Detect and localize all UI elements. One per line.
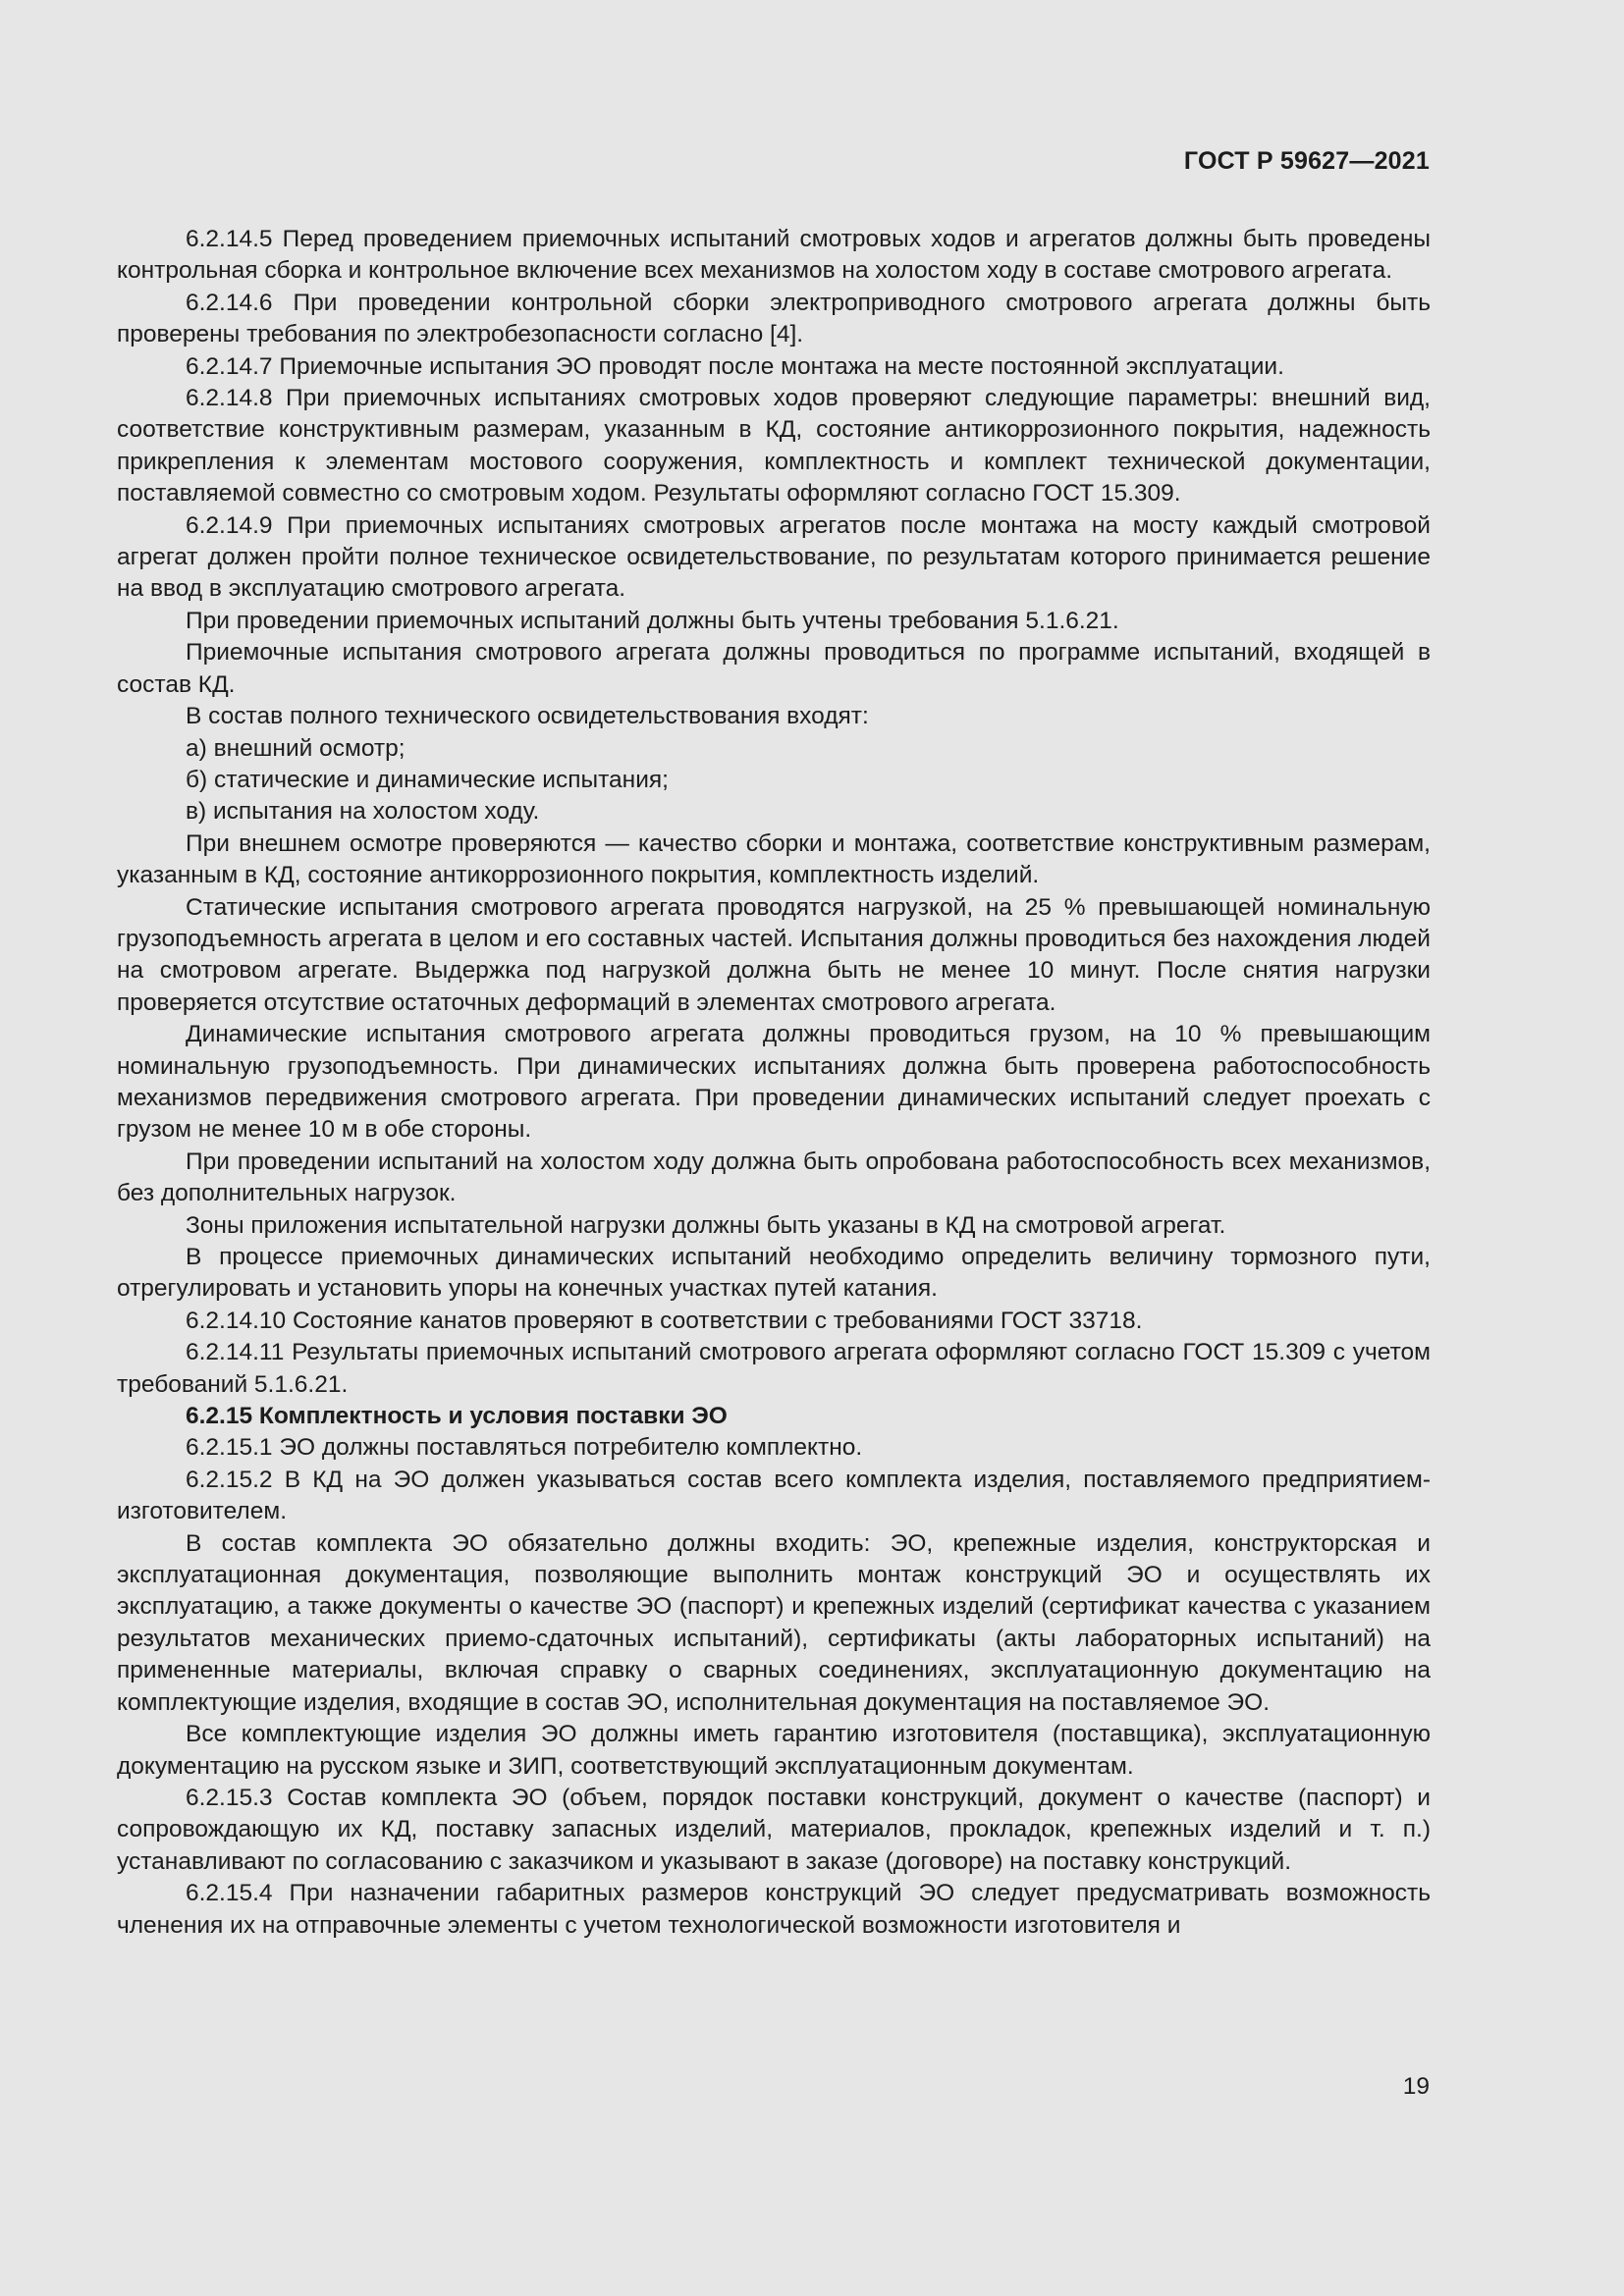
section-heading-6-2-15: 6.2.15 Комплектность и условия поставки ЭО xyxy=(186,1403,728,1430)
paragraph-6-2-14-5: 6.2.14.5 Перед проведением приемочных испытаний смотровых ходов и агрегатов должны быть проведены контрольная сборка и контрольное включение всех механизмов на холостом ходу в составе смотрового агрегата. xyxy=(117,226,1431,285)
paragraph-6-2-15-2: 6.2.15.2 В КД на ЭО должен указываться состав всего комплекта изделия, поставляемого предприятием-изготовителем. xyxy=(117,1466,1431,1525)
paragraph-6-2-14-10: 6.2.14.10 Состояние канатов проверяют в соответствии с требованиями ГОСТ 33718. xyxy=(186,1307,1143,1334)
document-body xyxy=(117,224,1431,1942)
paragraph: В состав комплекта ЭО обязательно должны входить: ЭО, крепежные изделия, конструкторская и эксплуатационная документация, позволяющие выполнить монтаж конструкций ЭО и осуществлять их эксплуатацию, а также документы о качестве ЭО (паспорт) и крепежных изделий (сертификат качества с указанием результатов механических приемо-сдаточных испытаний), сертификаты (акты лабораторных испытаний) на примененные материалы, включая справку о сварных соединениях, эксплуатационную документацию на комплектующие изделия, входящие в состав ЭО, исполнительная документация на поставляемое ЭО. xyxy=(117,1529,1431,1716)
paragraph: При проведении испытаний на холостом ходу должна быть опробована работоспособность всех механизмов, без дополнительных нагрузок. xyxy=(117,1148,1431,1207)
paragraph-6-2-14-8: 6.2.14.8 При приемочных испытаниях смотровых ходов проверяют следующие параметры: внешний вид, соответствие конструктивным размерам, указанным в КД, состояние антикоррозионного покрытия, надежность прикрепления к элементам мостового сооружения, комплектность и комплект технической документации, поставляемой совместно со смотровым ходом. Результаты оформляют согласно ГОСТ 15.309. xyxy=(117,385,1431,507)
paragraph: В процессе приемочных динамических испытаний необходимо определить величину тормозного пути, отрегулировать и установить упоры на конечных участках путей катания. xyxy=(117,1244,1431,1303)
paragraph-6-2-14-11: 6.2.14.11 Результаты приемочных испытаний смотрового агрегата оформляют согласно ГОСТ 15.309 с учетом требований 5.1.6.21. xyxy=(117,1339,1431,1398)
list-item: б) статические и динамические испытания; xyxy=(186,766,669,793)
paragraph-6-2-14-9: 6.2.14.9 При приемочных испытаниях смотровых агрегатов после монтажа на мосту каждый смотровой агрегат должен пройти полное техническое освидетельствование, по результатам которого принимается решение на ввод в эксплуатацию смотрового агрегата. xyxy=(117,511,1431,603)
list-item: а) внешний осмотр; xyxy=(186,734,406,762)
paragraph: Зоны приложения испытательной нагрузки должны быть указаны в КД на смотровой агрегат. xyxy=(186,1211,1226,1239)
paragraph-6-2-15-1: 6.2.15.1 ЭО должны поставляться потребителю комплектно. xyxy=(186,1434,863,1462)
paragraph-6-2-15-3: 6.2.15.3 Состав комплекта ЭО (объем, порядок поставки конструкций, документ о качестве (паспорт) и сопровождающую их КД, поставку запасных изделий, материалов, прокладок, крепежных изделий и т. п.) устанавливают по согласованию с заказчиком и указывают в заказе (договоре) на поставку конструкций. xyxy=(117,1784,1431,1875)
paragraph: Все комплектующие изделия ЭО должны иметь гарантию изготовителя (поставщика), эксплуатационную документацию на русском языке и ЗИП, соответствующий эксплуатационным документам. xyxy=(117,1721,1431,1780)
list-item: в) испытания на холостом ходу. xyxy=(186,798,540,826)
page-number: 19 xyxy=(1402,2073,1430,2100)
paragraph: При проведении приемочных испытаний должны быть учтены требования 5.1.6.21. xyxy=(186,607,1119,634)
paragraph: Приемочные испытания смотрового агрегата должны проводиться по программе испытаний, входящей в состав КД. xyxy=(117,639,1431,698)
paragraph: Статические испытания смотрового агрегата проводятся нагрузкой, на 25 % превышающей номинальную грузоподъемность агрегата в целом и его составных частей. Испытания должны проводиться без нахождения людей на смотровом агрегате. Выдержка под нагрузкой должна быть не менее 10 минут. После снятия нагрузки проверяется отсутствие остаточных деформаций в элементах смотрового агрегата. xyxy=(117,893,1431,1016)
paragraph-6-2-14-6: 6.2.14.6 При проведении контрольной сборки электроприводного смотрового агрегата должны быть проверены требования по электробезопасности согласно [4]. xyxy=(117,289,1431,348)
paragraph: При внешнем осмотре проверяются — качество сборки и монтажа, соответствие конструктивным размерам, указанным в КД, состояние антикоррозионного покрытия, комплектность изделий. xyxy=(117,829,1431,889)
paragraph: Динамические испытания смотрового агрегата должны проводиться грузом, на 10 % превышающим номинальную грузоподъемность. При динамических испытаниях должна быть проверена работоспособность механизмов передвижения смотрового агрегата. При проведении динамических испытаний следует проехать с грузом не менее 10 м в обе стороны. xyxy=(117,1021,1431,1144)
paragraph-6-2-14-7: 6.2.14.7 Приемочные испытания ЭО проводят после монтажа на месте постоянной эксплуатации. xyxy=(186,352,1284,380)
paragraph: В состав полного технического освидетельствования входят: xyxy=(186,703,869,730)
document-code-header: ГОСТ Р 59627—2021 xyxy=(1183,147,1430,175)
paragraph-6-2-15-4: 6.2.15.4 При назначении габаритных размеров конструкций ЭО следует предусматривать возможность членения их на отправочные элементы с учетом технологической возможности изготовителя и xyxy=(117,1880,1431,1939)
